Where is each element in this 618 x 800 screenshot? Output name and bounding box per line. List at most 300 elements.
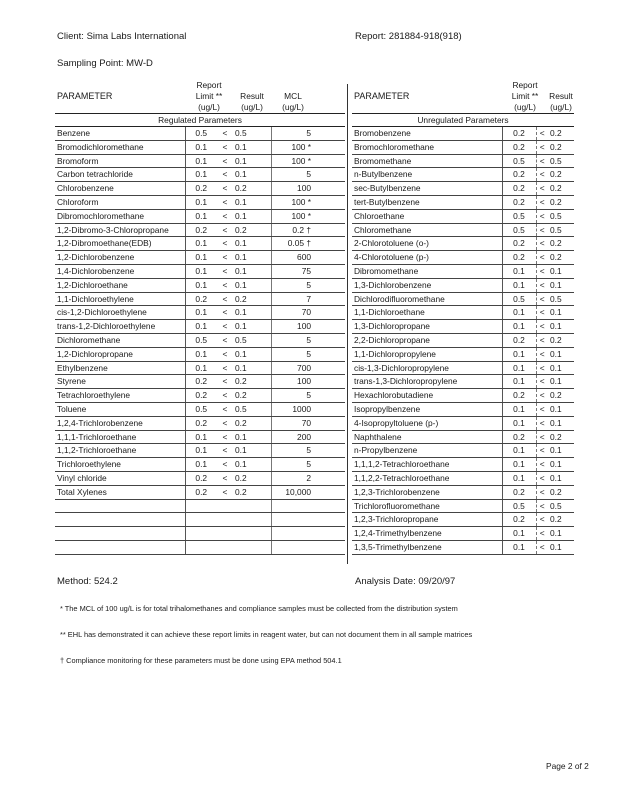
mcl-value: 5	[271, 278, 315, 292]
report-limit: 0.2	[502, 333, 536, 347]
spacer-cell	[315, 251, 345, 265]
parameter-name: Trichloroethylene	[55, 458, 185, 472]
parameter-name: cis-1,2-Dichloroethylene	[55, 306, 185, 320]
mcl-value: 5	[271, 168, 315, 182]
parameter-name: Vinyl chloride	[55, 471, 185, 485]
table-row	[352, 333, 574, 347]
parameter-name: Dichlorodifluoromethane	[352, 292, 502, 306]
less-than-symbol: <	[536, 347, 548, 361]
result-value: 0.2	[233, 471, 271, 485]
col-limit-unit-right: (ug/L)	[514, 102, 536, 112]
result-value: 0.5	[548, 223, 574, 237]
report-limit: 0.2	[185, 485, 217, 499]
report-limit: 0.2	[185, 182, 217, 196]
table-row	[352, 278, 574, 292]
report-limit: 0.5	[502, 154, 536, 168]
mcl-value: 70	[271, 306, 315, 320]
result-value: 0.2	[548, 168, 574, 182]
spacer-cell	[315, 347, 345, 361]
spacer-cell	[315, 292, 345, 306]
table-row	[352, 306, 574, 320]
report-limit: 0.1	[185, 278, 217, 292]
spacer-cell	[315, 306, 345, 320]
report-limit: 0.2	[185, 471, 217, 485]
result-value: 0.1	[233, 458, 271, 472]
col-report-label-right: Report	[512, 80, 538, 90]
empty-cell	[55, 540, 185, 554]
parameter-name: Benzene	[55, 127, 185, 141]
table-row	[55, 361, 345, 375]
page-number: Page 2 of 2	[546, 761, 589, 771]
less-than-symbol: <	[536, 223, 548, 237]
mcl-value: 70	[271, 416, 315, 430]
report-limit: 0.1	[185, 251, 217, 265]
result-value: 0.1	[233, 140, 271, 154]
mcl-value: 10,000	[271, 485, 315, 499]
table-row	[352, 209, 574, 223]
less-than-symbol: <	[217, 209, 233, 223]
less-than-symbol: <	[536, 237, 548, 251]
parameter-name: 1,2,3-Trichlorobenzene	[352, 485, 502, 499]
result-value: 0.1	[233, 237, 271, 251]
report-limit: 0.1	[185, 306, 217, 320]
report-limit: 0.1	[502, 540, 536, 554]
parameter-name: 1,3-Dichlorobenzene	[352, 278, 502, 292]
empty-cell	[315, 540, 345, 554]
empty-cell	[233, 540, 271, 554]
empty-row	[55, 499, 345, 513]
less-than-symbol: <	[217, 416, 233, 430]
table-row	[352, 513, 574, 527]
spacer-cell	[315, 223, 345, 237]
report-limit: 0.1	[502, 306, 536, 320]
mcl-value: 600	[271, 251, 315, 265]
report-limit: 0.1	[502, 444, 536, 458]
parameter-name: 1,2-Dichloropropane	[55, 347, 185, 361]
result-value: 0.2	[548, 127, 574, 141]
table-row	[55, 140, 345, 154]
less-than-symbol: <	[217, 444, 233, 458]
report-limit: 0.5	[185, 402, 217, 416]
col-result-label-right: Result	[549, 91, 573, 101]
report-limit: 0.2	[185, 223, 217, 237]
result-value: 0.2	[548, 140, 574, 154]
result-value: 0.2	[548, 513, 574, 527]
less-than-symbol: <	[217, 292, 233, 306]
less-than-symbol: <	[217, 237, 233, 251]
result-value: 0.2	[233, 223, 271, 237]
col-mcl-unit: (ug/L)	[282, 102, 304, 112]
table-row	[55, 251, 345, 265]
less-than-symbol: <	[217, 430, 233, 444]
empty-cell	[185, 499, 217, 513]
spacer-cell	[315, 168, 345, 182]
parameter-name: 1,2-Dichloroethane	[55, 278, 185, 292]
table-row	[352, 320, 574, 334]
empty-cell	[185, 540, 217, 554]
parameter-name: 1,2-Dichlorobenzene	[55, 251, 185, 265]
empty-cell	[271, 527, 315, 541]
spacer-cell	[315, 485, 345, 499]
table-row	[55, 458, 345, 472]
unregulated-table	[352, 80, 574, 555]
result-value: 0.2	[233, 292, 271, 306]
result-value: 0.1	[548, 444, 574, 458]
result-value: 0.1	[233, 306, 271, 320]
less-than-symbol: <	[536, 140, 548, 154]
less-than-symbol: <	[536, 278, 548, 292]
less-than-symbol: <	[536, 402, 548, 416]
mcl-value: 5	[271, 389, 315, 403]
result-value: 0.1	[233, 251, 271, 265]
result-value: 0.1	[548, 402, 574, 416]
less-than-symbol: <	[536, 389, 548, 403]
result-value: 0.1	[548, 278, 574, 292]
empty-cell	[55, 527, 185, 541]
result-value: 0.1	[548, 306, 574, 320]
table-row	[55, 485, 345, 499]
report-limit: 0.2	[502, 389, 536, 403]
result-value: 0.1	[233, 444, 271, 458]
result-value: 0.5	[548, 499, 574, 513]
less-than-symbol: <	[217, 306, 233, 320]
parameter-name: Dichloromethane	[55, 333, 185, 347]
result-value: 0.2	[233, 416, 271, 430]
parameter-name: 1,1-Dichloroethylene	[55, 292, 185, 306]
parameter-name: 1,1-Dichloropropylene	[352, 347, 502, 361]
report-limit: 0.5	[185, 127, 217, 141]
report-limit: 0.2	[502, 140, 536, 154]
result-value: 0.2	[548, 430, 574, 444]
report-limit: 0.1	[185, 430, 217, 444]
result-value: 0.2	[548, 195, 574, 209]
report-limit: 0.1	[185, 264, 217, 278]
empty-cell	[185, 513, 217, 527]
table-row	[55, 278, 345, 292]
result-value: 0.1	[233, 430, 271, 444]
table-row	[352, 347, 574, 361]
table-row	[352, 499, 574, 513]
less-than-symbol: <	[217, 264, 233, 278]
result-value: 0.5	[233, 402, 271, 416]
report-limit: 0.2	[502, 195, 536, 209]
less-than-symbol: <	[536, 306, 548, 320]
mcl-value: 75	[271, 264, 315, 278]
result-value: 0.1	[548, 527, 574, 541]
spacer-cell	[315, 471, 345, 485]
report-limit: 0.2	[502, 485, 536, 499]
result-value: 0.5	[548, 209, 574, 223]
parameter-name: 1,1,2-Trichloroethane	[55, 444, 185, 458]
spacer-cell	[315, 375, 345, 389]
table-row	[352, 485, 574, 499]
less-than-symbol: <	[536, 458, 548, 472]
mcl-value: 7	[271, 292, 315, 306]
mcl-value: 100 *	[271, 140, 315, 154]
parameter-name: cis-1,3-Dichloropropylene	[352, 361, 502, 375]
report-limit: 0.2	[502, 168, 536, 182]
table-row	[55, 333, 345, 347]
col-limit-label: Limit **	[195, 91, 223, 101]
mcl-value: 5	[271, 444, 315, 458]
empty-cell	[233, 527, 271, 541]
less-than-symbol: <	[536, 375, 548, 389]
report-limit: 0.1	[502, 416, 536, 430]
parameter-name: Isopropylbenzene	[352, 402, 502, 416]
empty-cell	[271, 513, 315, 527]
regulated-group-title: Regulated Parameters	[55, 114, 345, 127]
parameter-name: 1,2,4-Trimethylbenzene	[352, 527, 502, 541]
col-limit-label-right: Limit **	[511, 91, 539, 101]
table-row	[352, 540, 574, 554]
parameter-name: tert-Butylbenzene	[352, 195, 502, 209]
spacer-cell	[315, 458, 345, 472]
spacer-cell	[315, 416, 345, 430]
spacer-cell	[315, 264, 345, 278]
parameter-name: Hexachlorobutadiene	[352, 389, 502, 403]
less-than-symbol: <	[536, 195, 548, 209]
report-limit: 0.1	[185, 209, 217, 223]
parameter-name: Styrene	[55, 375, 185, 389]
less-than-symbol: <	[536, 320, 548, 334]
less-than-symbol: <	[536, 209, 548, 223]
col-parameter-right: PARAMETER	[354, 91, 410, 101]
client-label: Client: Sima Labs International	[57, 31, 187, 42]
analysis-date: Analysis Date: 09/20/97	[355, 576, 456, 587]
spacer-cell	[315, 140, 345, 154]
table-row	[352, 292, 574, 306]
table-row	[55, 209, 345, 223]
result-value: 0.2	[548, 333, 574, 347]
parameter-name: Chloromethane	[352, 223, 502, 237]
table-row	[55, 154, 345, 168]
col-result-unit: (ug/L)	[241, 102, 263, 112]
result-value: 0.1	[233, 278, 271, 292]
table-row	[352, 223, 574, 237]
table-row	[55, 347, 345, 361]
less-than-symbol: <	[536, 540, 548, 554]
table-row	[55, 320, 345, 334]
table-row	[352, 127, 574, 141]
report-limit: 0.2	[502, 182, 536, 196]
less-than-symbol: <	[217, 278, 233, 292]
report-limit: 0.1	[502, 375, 536, 389]
report-limit: 0.1	[502, 278, 536, 292]
result-value: 0.1	[548, 458, 574, 472]
result-value: 0.1	[548, 416, 574, 430]
result-value: 0.1	[548, 540, 574, 554]
sampling-point: Sampling Point: MW-D	[57, 58, 153, 69]
report-limit: 0.5	[185, 333, 217, 347]
mcl-value: 100 *	[271, 154, 315, 168]
spacer-cell	[315, 402, 345, 416]
table-row	[55, 182, 345, 196]
less-than-symbol: <	[217, 375, 233, 389]
mcl-value: 1000	[271, 402, 315, 416]
table-row	[352, 458, 574, 472]
parameter-name: 1,4-Dichlorobenzene	[55, 264, 185, 278]
less-than-symbol: <	[217, 458, 233, 472]
result-value: 0.1	[548, 320, 574, 334]
table-row	[352, 195, 574, 209]
less-than-symbol: <	[536, 292, 548, 306]
result-value: 0.5	[548, 292, 574, 306]
table-row	[352, 264, 574, 278]
report-limit: 0.1	[502, 320, 536, 334]
less-than-symbol: <	[217, 182, 233, 196]
parameter-name: 4-Isopropyltoluene (p-)	[352, 416, 502, 430]
mcl-value: 100 *	[271, 209, 315, 223]
report-limit: 0.1	[502, 361, 536, 375]
report-limit: 0.2	[502, 513, 536, 527]
parameter-name: Carbon tetrachloride	[55, 168, 185, 182]
empty-cell	[217, 513, 233, 527]
spacer-cell	[315, 430, 345, 444]
less-than-symbol: <	[217, 223, 233, 237]
method-label: Method: 524.2	[57, 576, 118, 587]
table-row	[55, 223, 345, 237]
report-limit: 0.5	[502, 209, 536, 223]
result-value: 0.1	[233, 347, 271, 361]
less-than-symbol: <	[536, 485, 548, 499]
parameter-name: Bromochloromethane	[352, 140, 502, 154]
table-row	[55, 195, 345, 209]
empty-cell	[233, 499, 271, 513]
col-result-unit-right: (ug/L)	[550, 102, 572, 112]
mcl-value: 0.2 †	[271, 223, 315, 237]
less-than-symbol: <	[536, 127, 548, 141]
spacer-cell	[315, 278, 345, 292]
less-than-symbol: <	[536, 416, 548, 430]
spacer-cell	[315, 333, 345, 347]
parameter-name: Total Xylenes	[55, 485, 185, 499]
mcl-value: 200	[271, 430, 315, 444]
report-limit: 0.1	[185, 347, 217, 361]
table-row	[55, 375, 345, 389]
result-value: 0.1	[233, 195, 271, 209]
report-limit: 0.2	[502, 237, 536, 251]
report-limit: 0.1	[185, 154, 217, 168]
empty-cell	[315, 499, 345, 513]
result-value: 0.2	[548, 237, 574, 251]
less-than-symbol: <	[217, 251, 233, 265]
report-limit: 0.1	[502, 402, 536, 416]
report-limit: 0.2	[185, 292, 217, 306]
parameter-name: 4-Chlorotoluene (p-)	[352, 251, 502, 265]
parameter-name: 1,1,2,2-Tetrachloroethane	[352, 471, 502, 485]
report-limit: 0.1	[185, 237, 217, 251]
footnote-report-limits: ** EHL has demonstrated it can achieve these report limits in reagent water, but can not document them in all sample matrices	[60, 630, 473, 639]
col-mcl-label: MCL	[284, 91, 302, 101]
report-limit: 0.1	[502, 347, 536, 361]
empty-cell	[185, 527, 217, 541]
mcl-value: 100 *	[271, 195, 315, 209]
table-row	[55, 430, 345, 444]
report-limit: 0.2	[185, 375, 217, 389]
spacer-cell	[315, 361, 345, 375]
regulated-table	[55, 80, 345, 555]
col-parameter: PARAMETER	[57, 91, 113, 101]
col-report-label: Report	[196, 80, 222, 90]
parameter-name: 1,2,4-Trichlorobenzene	[55, 416, 185, 430]
parameter-name: Chloroform	[55, 195, 185, 209]
parameter-name: 1,1-Dichloroethane	[352, 306, 502, 320]
result-value: 0.1	[233, 264, 271, 278]
spacer-cell	[315, 320, 345, 334]
footnote-trihalomethanes: * The MCL of 100 ug/L is for total trihalomethanes and compliance samples must be collected from the distribution system	[60, 604, 458, 613]
parameter-name: Tetrachloroethylene	[55, 389, 185, 403]
less-than-symbol: <	[536, 154, 548, 168]
parameter-name: Bromobenzene	[352, 127, 502, 141]
less-than-symbol: <	[536, 251, 548, 265]
less-than-symbol: <	[217, 389, 233, 403]
col-result-label: Result	[240, 91, 264, 101]
parameter-name: 1,3-Dichloropropane	[352, 320, 502, 334]
less-than-symbol: <	[217, 320, 233, 334]
result-value: 0.2	[233, 389, 271, 403]
less-than-symbol: <	[217, 140, 233, 154]
parameter-name: n-Butylbenzene	[352, 168, 502, 182]
table-row	[55, 402, 345, 416]
mcl-value: 700	[271, 361, 315, 375]
parameter-name: sec-Butylbenzene	[352, 182, 502, 196]
parameter-name: Dibromomethane	[352, 264, 502, 278]
empty-cell	[271, 540, 315, 554]
less-than-symbol: <	[536, 527, 548, 541]
less-than-symbol: <	[536, 471, 548, 485]
mcl-value: 5	[271, 347, 315, 361]
spacer-cell	[315, 182, 345, 196]
table-row	[352, 430, 574, 444]
table-row	[352, 361, 574, 375]
table-row	[55, 416, 345, 430]
less-than-symbol: <	[536, 182, 548, 196]
result-value: 0.2	[233, 375, 271, 389]
result-value: 0.1	[548, 264, 574, 278]
report-limit: 0.1	[185, 361, 217, 375]
mcl-value: 5	[271, 127, 315, 141]
table-row	[55, 237, 345, 251]
result-value: 0.1	[233, 168, 271, 182]
parameter-name: trans-1,3-Dichloropropylene	[352, 375, 502, 389]
result-value: 0.2	[548, 389, 574, 403]
empty-cell	[315, 513, 345, 527]
table-row	[352, 471, 574, 485]
less-than-symbol: <	[536, 430, 548, 444]
table-row	[55, 471, 345, 485]
result-value: 0.1	[548, 347, 574, 361]
spacer-cell	[315, 237, 345, 251]
report-limit: 0.1	[502, 264, 536, 278]
less-than-symbol: <	[536, 333, 548, 347]
spacer-cell	[315, 389, 345, 403]
less-than-symbol: <	[217, 333, 233, 347]
report-limit: 0.2	[185, 416, 217, 430]
empty-row	[55, 527, 345, 541]
less-than-symbol: <	[217, 168, 233, 182]
table-row	[352, 251, 574, 265]
report-limit: 0.1	[185, 444, 217, 458]
report-limit: 0.1	[185, 140, 217, 154]
table-row	[55, 306, 345, 320]
mcl-value: 100	[271, 320, 315, 334]
parameter-name: Bromoform	[55, 154, 185, 168]
mcl-value: 2	[271, 471, 315, 485]
table-row	[55, 444, 345, 458]
parameter-name: Dibromochloromethane	[55, 209, 185, 223]
parameter-name: trans-1,2-Dichloroethylene	[55, 320, 185, 334]
report-limit: 0.1	[185, 168, 217, 182]
